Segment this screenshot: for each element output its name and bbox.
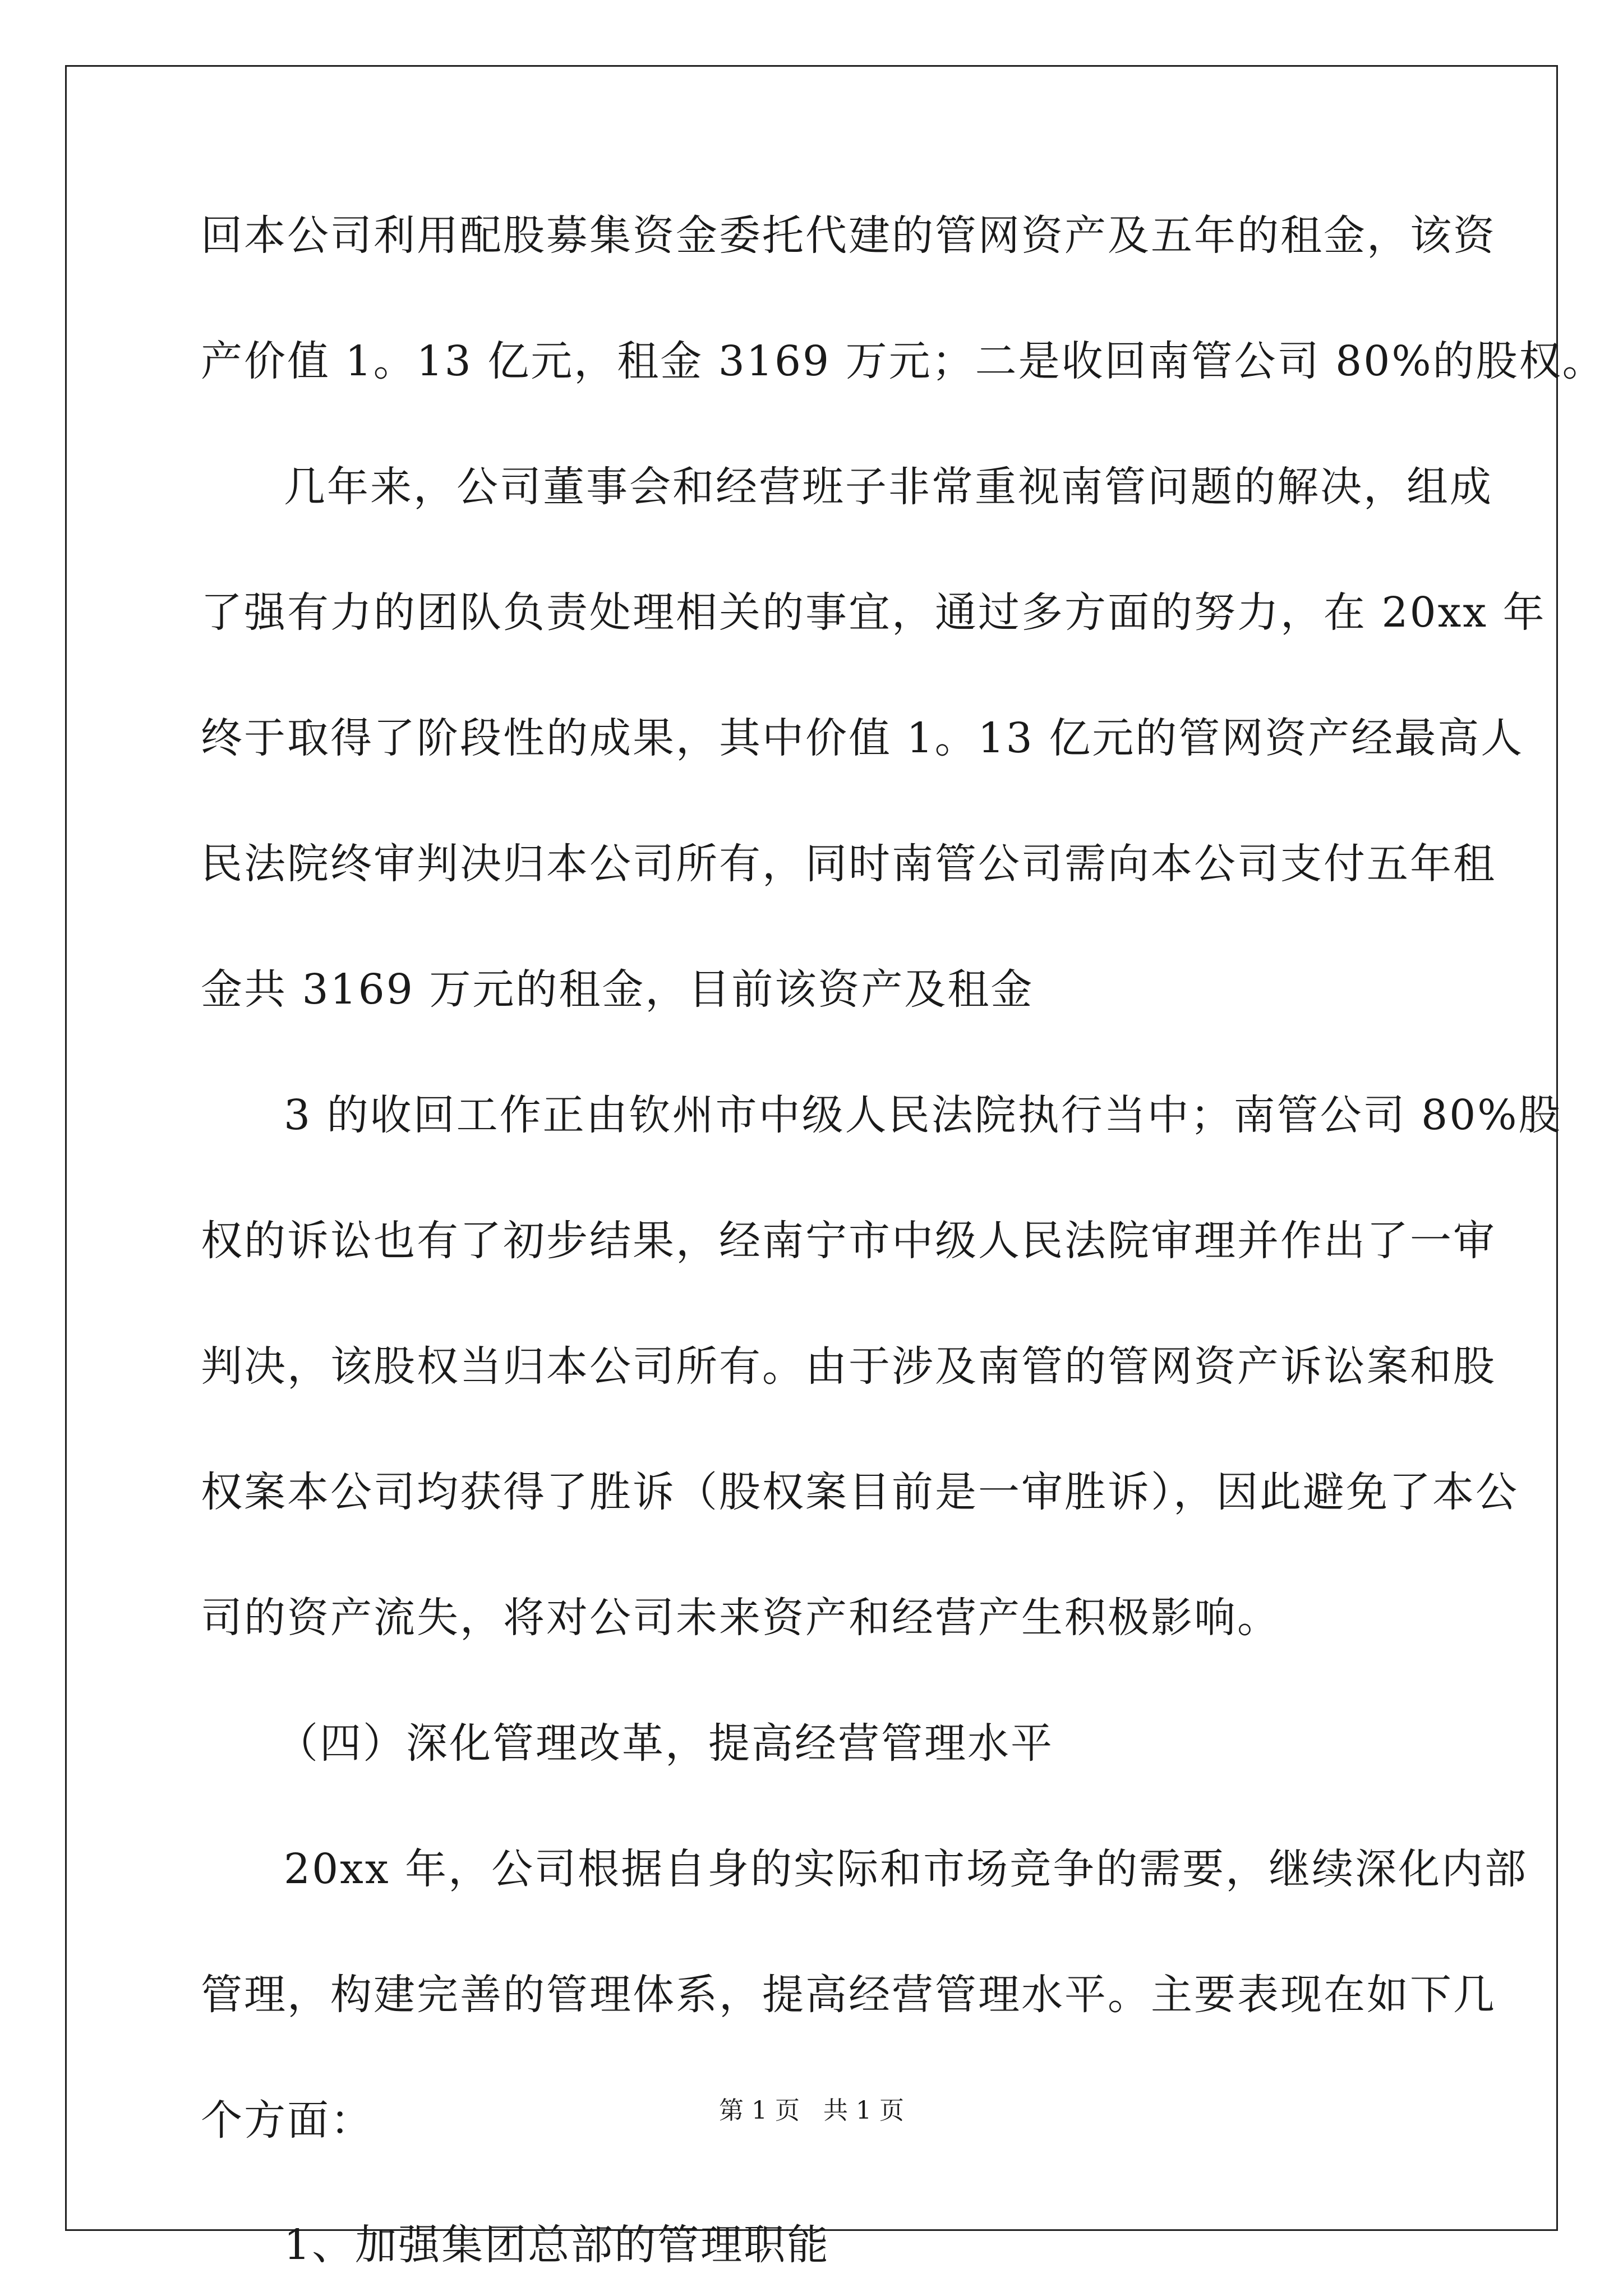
text-line: 管理，构建完善的管理体系，提高经营管理水平。主要表现在如下几	[201, 1971, 1496, 2019]
text-line: 回本公司利用配股募集资金委托代建的管网资产及五年的租金，该资	[201, 211, 1496, 260]
section-heading: （四）深化管理改革，提高经营管理水平	[276, 1719, 1054, 1768]
text-line: 权的诉讼也有了初步结果，经南宁市中级人民法院审理并作出了一审	[201, 1217, 1496, 1265]
text-line: 司的资产流失，将对公司未来资产和经营产生积极影响。	[201, 1594, 1280, 1642]
paragraph-start-line: 20xx 年，公司根据自身的实际和市场竞争的需要，继续深化内部	[284, 1845, 1528, 1893]
paragraph-start-line: 3 的收回工作正由钦州市中级人民法院执行当中；南管公司 80%股	[284, 1091, 1562, 1139]
text-line: 民法院终审判决归本公司所有，同时南管公司需向本公司支付五年租	[201, 840, 1496, 888]
subsection-heading: 1、加强集团总部的管理职能	[284, 2221, 831, 2269]
text-line: 判决，该股权当归本公司所有。由于涉及南管的管网资产诉讼案和股	[201, 1342, 1496, 1391]
page-number-footer: 第 1 页 共 1 页	[719, 2096, 904, 2125]
text-line: 了强有力的团队负责处理相关的事宜，通过多方面的努力，在 20xx 年	[201, 588, 1546, 637]
text-line: 个方面：	[201, 2096, 374, 2145]
text-line: 产价值 1。13 亿元，租金 3169 万元；二是收回南管公司 80%的股权。	[201, 337, 1606, 385]
text-line: 终于取得了阶段性的成果，其中价值 1。13 亿元的管网资产经最高人	[201, 714, 1524, 762]
text-line: 权案本公司均获得了胜诉（股权案目前是一审胜诉），因此避免了本公	[201, 1468, 1519, 1516]
paragraph-start-line: 几年来，公司董事会和经营班子非常重视南管问题的解决，组成	[284, 463, 1493, 511]
text-line: 金共 3169 万元的租金，目前该资产及租金	[201, 965, 1034, 1014]
page-border	[65, 65, 1558, 2231]
